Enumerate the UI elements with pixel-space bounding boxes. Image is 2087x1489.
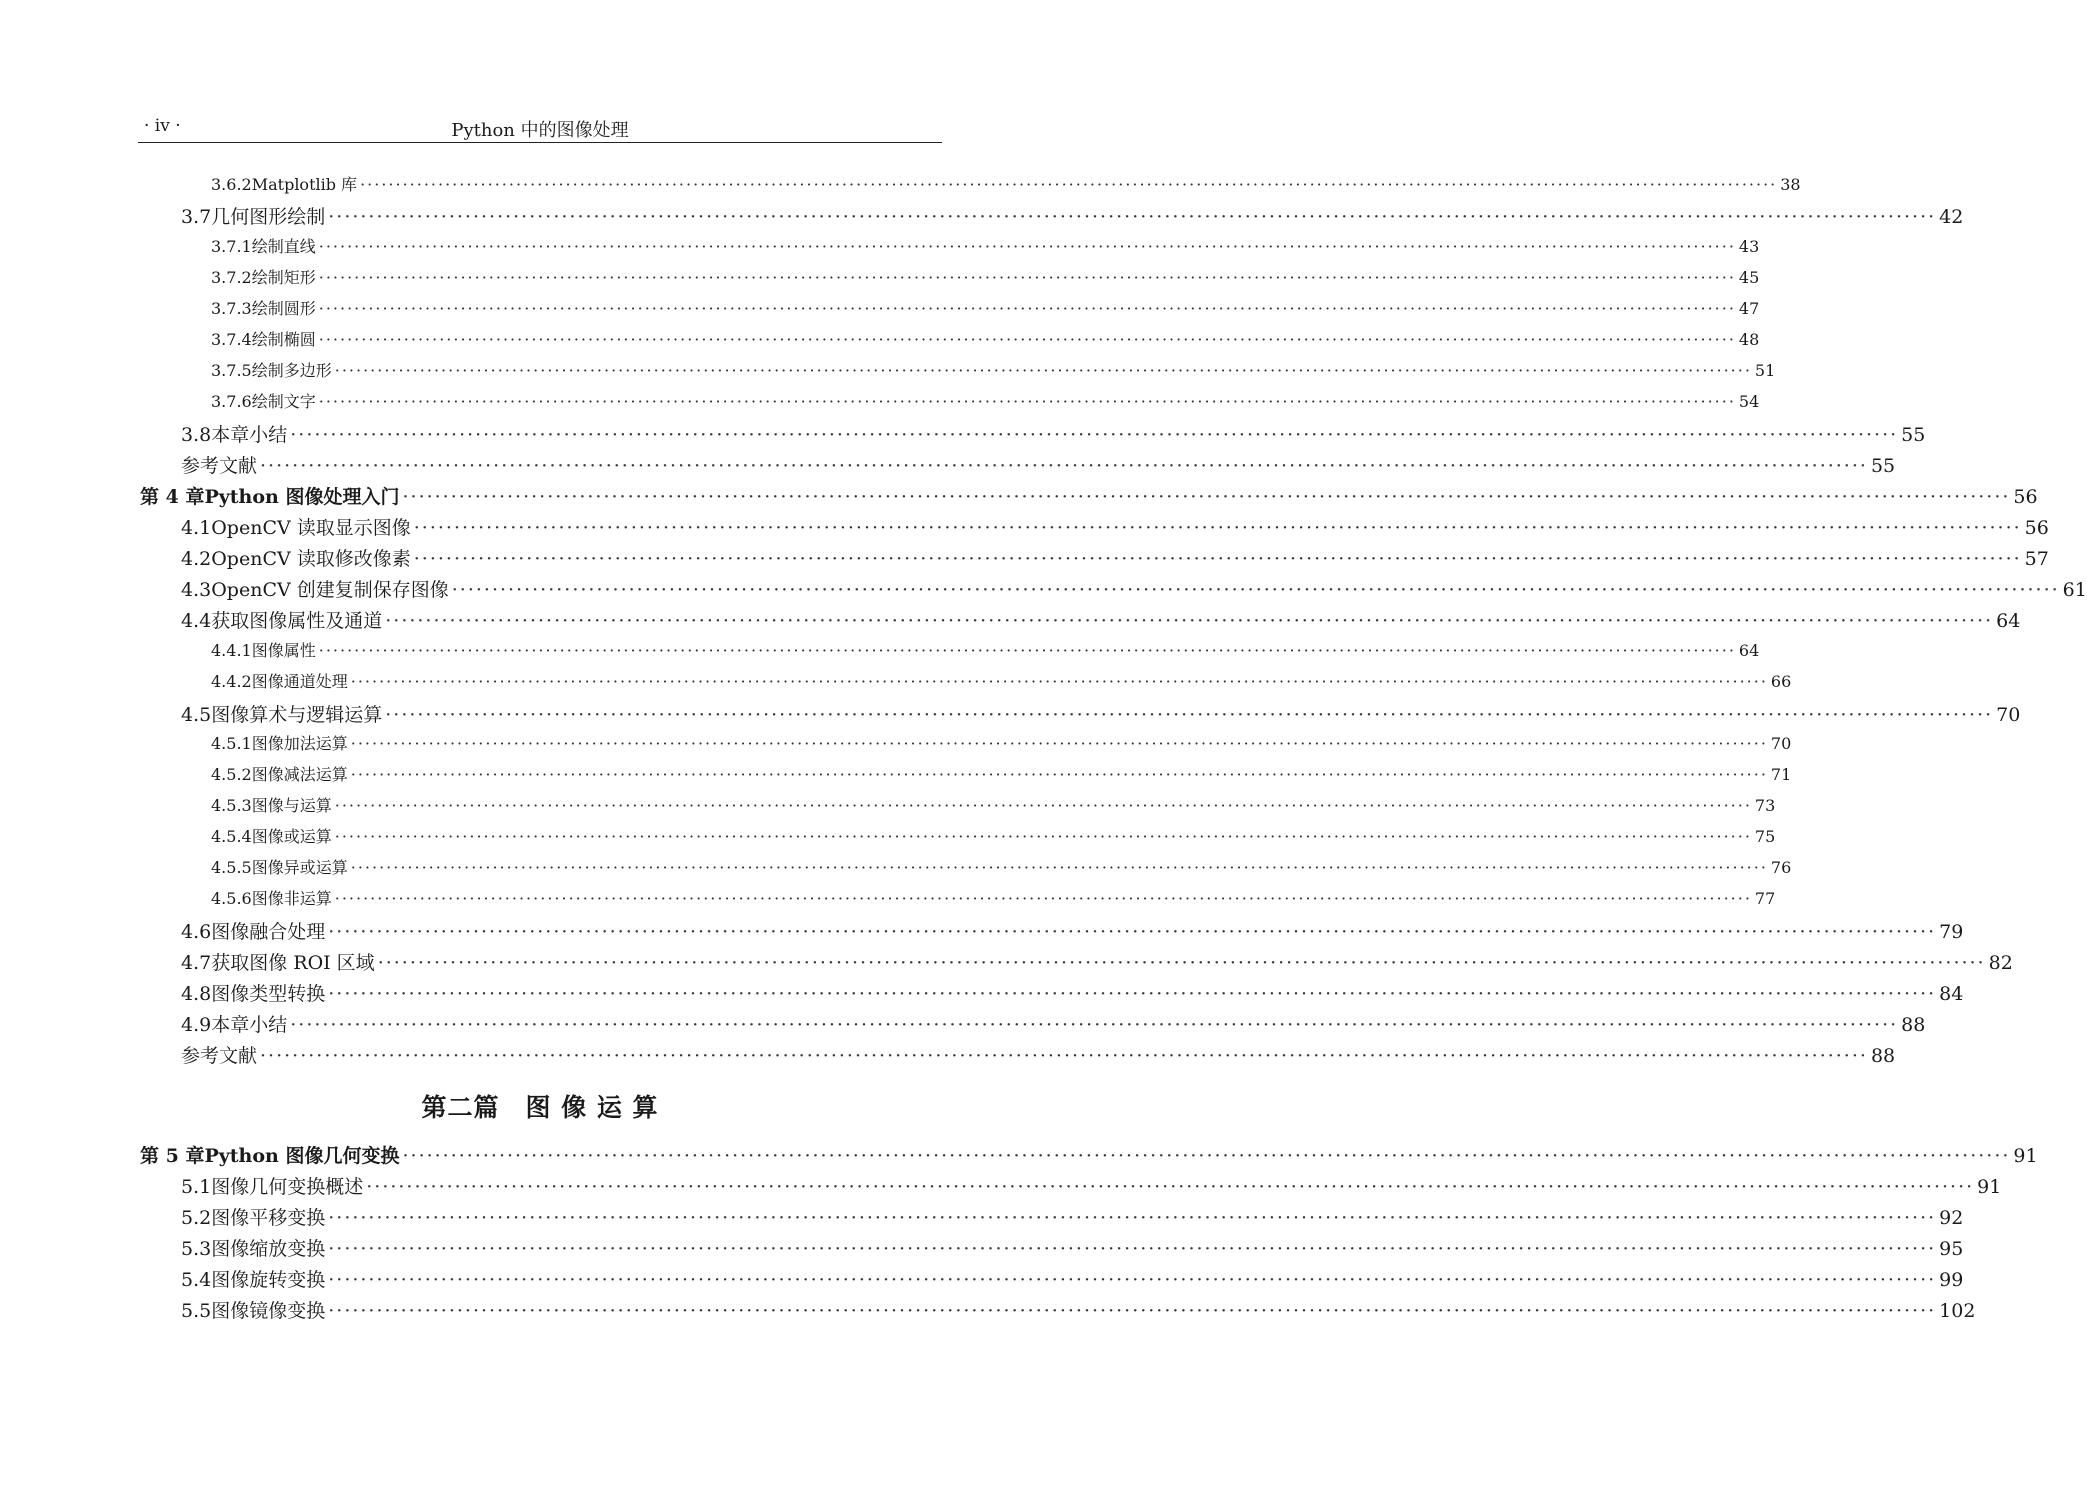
toc-entry-number: 4.5.6 (211, 889, 252, 908)
toc-entry-title: 图像融合处理 (211, 921, 326, 943)
toc-entry-number: 3.7.4 (211, 330, 252, 349)
dot-leader: ········································································································································································································ (318, 268, 1736, 287)
toc-entry-page-number: 95 (1939, 1238, 1964, 1260)
toc-entry-page-number: 48 (1738, 330, 1760, 349)
toc-entry-title: 图像非运算 (251, 889, 332, 908)
toc-entry-title: 几何图形绘制 (211, 206, 326, 228)
part-heading: 第二篇 图 像 运 算 (421, 1093, 659, 1122)
dot-leader: ········································································································································································································ (328, 1300, 1937, 1322)
toc-entry-title: OpenCV 读取修改像素 (211, 548, 411, 570)
dot-leader: ········································································································································································································ (318, 641, 1736, 660)
toc-entry-number: 4.7 (181, 952, 212, 974)
toc-entry-page-number: 71 (1770, 765, 1792, 784)
dot-leader: ········································································································································································································ (328, 1269, 1937, 1291)
dot-leader: ········································································································································································································ (402, 486, 2011, 508)
dot-leader: ········································································································································································································ (318, 330, 1736, 349)
dot-leader: ········································································································································································································ (350, 858, 1768, 877)
toc-entry-page-number: 66 (1770, 672, 1792, 691)
dot-leader: ········································································································································································································ (334, 889, 1752, 908)
toc-entry-page-number: 45 (1738, 268, 1760, 287)
toc-section-entry[interactable] (0, 1172, 2002, 1202)
toc-entry-title: OpenCV 读取显示图像 (211, 517, 411, 539)
toc-section-entry[interactable] (0, 1265, 1964, 1295)
toc-subsection-entry[interactable] (0, 824, 1776, 854)
toc-entry-title: 参考文献 (181, 1045, 258, 1067)
toc-entry-page-number: 70 (1996, 704, 2021, 726)
toc-subsection-entry[interactable] (0, 669, 1792, 699)
toc-entry-page-number: 79 (1939, 921, 1964, 943)
toc-entry-title: 绘制多边形 (251, 361, 332, 380)
dot-leader: ········································································································································································································ (385, 610, 1994, 632)
toc-section-entry[interactable] (0, 420, 1926, 450)
toc-entry-page-number: 42 (1939, 206, 1964, 228)
toc-section-entry[interactable] (0, 544, 2049, 574)
dot-leader: ········································································································································································································ (350, 765, 1768, 784)
toc-entry-page-number: 47 (1738, 299, 1760, 318)
dot-leader: ········································································································································································································ (385, 704, 1994, 726)
toc-entry-number: 第 4 章 (140, 486, 205, 508)
toc-entry-page-number: 64 (1996, 610, 2021, 632)
dot-leader: ········································································································································································································ (260, 455, 1868, 477)
toc-entry-title: 绘制圆形 (251, 299, 316, 318)
toc-entry-page-number: 55 (1870, 455, 1896, 477)
toc-entry-number: 4.5.2 (211, 765, 252, 784)
dot-leader: ········································································································································································································ (350, 734, 1768, 753)
toc-entry-title: 图像通道处理 (251, 672, 348, 691)
toc-entry-title: 获取图像属性及通道 (211, 610, 383, 632)
dot-leader: ········································································································································································································ (334, 827, 1752, 846)
toc-entry-page-number: 43 (1738, 237, 1760, 256)
dot-leader: ········································································································································································································ (350, 672, 1768, 691)
dot-leader: ········································································································································································································ (413, 517, 2022, 539)
dot-leader: ········································································································································································································ (451, 579, 2060, 601)
dot-leader: ········································································································································································································ (260, 1045, 1868, 1067)
toc-entry-page-number: 99 (1939, 1269, 1964, 1291)
dot-leader: ········································································································································································································ (328, 206, 1937, 228)
toc-entry-page-number: 61 (2062, 579, 2087, 601)
toc-subsection-entry[interactable] (0, 638, 1760, 668)
toc-entry-number: 3.7.6 (211, 392, 252, 411)
toc-section-entry[interactable] (0, 1296, 1976, 1326)
toc-section-entry[interactable] (0, 1203, 1964, 1233)
toc-entry-number: 3.7.1 (211, 237, 252, 256)
toc-entry-number: 5.1 (181, 1176, 212, 1198)
dot-leader: ········································································································································································································ (334, 796, 1752, 815)
toc-references-entry[interactable] (0, 451, 1896, 481)
toc-entry-page-number: 55 (1901, 424, 1926, 446)
toc-entry-number: 4.5.4 (211, 827, 252, 846)
toc-entry-number: 3.7.5 (211, 361, 252, 380)
toc-entry-page-number: 91 (2013, 1145, 2038, 1167)
toc-entry-number: 4.5.5 (211, 858, 252, 877)
toc-entry-page-number: 38 (1780, 175, 1801, 194)
dot-leader: ········································································································································································································ (328, 1238, 1937, 1260)
page-number: · iv · (144, 116, 181, 136)
toc-entry-title: 图像几何变换概述 (211, 1176, 364, 1198)
toc-entry-title: Python 图像处理入门 (204, 486, 400, 508)
toc-entry-title: 本章小结 (211, 424, 288, 446)
dot-leader: ········································································································································································································ (318, 392, 1736, 411)
toc-entry-title: 图像与运算 (251, 796, 332, 815)
dot-leader: ········································································································································································································ (413, 548, 2022, 570)
toc-entry-page-number: 88 (1901, 1014, 1926, 1036)
toc-entry-number: 4.6 (181, 921, 212, 943)
toc-entry-title: 绘制椭圆 (251, 330, 316, 349)
toc-entry-page-number: 84 (1939, 983, 1964, 1005)
toc-entry-number: 4.9 (181, 1014, 212, 1036)
toc-entry-title: 图像或运算 (251, 827, 332, 846)
toc-entry-page-number: 54 (1738, 392, 1760, 411)
toc-references-entry[interactable] (0, 1041, 1896, 1071)
toc-entry-page-number: 92 (1939, 1207, 1964, 1229)
toc-entry-title: 图像类型转换 (211, 983, 326, 1005)
dot-leader: ········································································································································································································ (318, 299, 1736, 318)
toc-section-entry[interactable] (0, 606, 2021, 636)
toc-section-entry[interactable] (0, 948, 2013, 978)
toc-subsection-entry[interactable] (0, 234, 1760, 264)
toc-entry-page-number: 75 (1754, 827, 1776, 846)
toc-section-entry[interactable] (0, 513, 2049, 543)
toc-entry-number: 4.4.1 (211, 641, 252, 660)
toc-entry-number: 5.4 (181, 1269, 212, 1291)
toc-entry-title: 图像算术与逻辑运算 (211, 704, 383, 726)
toc-entry-page-number: 77 (1754, 889, 1776, 908)
toc-entry-title: 绘制直线 (251, 237, 316, 256)
toc-entry-page-number: 56 (2013, 486, 2038, 508)
toc-entry-number: 3.7 (181, 206, 212, 228)
toc-entry-number: 3.7.3 (211, 299, 252, 318)
toc-entry-page-number: 56 (2024, 517, 2049, 539)
toc-subsection-entry[interactable] (0, 731, 1792, 761)
toc-entry-number: 4.5.3 (211, 796, 252, 815)
toc-entry-title: 图像异或运算 (251, 858, 348, 877)
toc-entry-page-number: 76 (1770, 858, 1792, 877)
toc-entry-number: 5.3 (181, 1238, 212, 1260)
toc-entry-number: 3.7.2 (211, 268, 252, 287)
toc-section-entry[interactable] (0, 979, 1964, 1009)
toc-entry-page-number: 102 (1939, 1300, 1976, 1322)
toc-entry-number: 4.4 (181, 610, 212, 632)
toc-section-entry[interactable] (0, 575, 2087, 605)
dot-leader: ········································································································································································································ (360, 175, 1778, 194)
toc-section-entry[interactable] (0, 1234, 1964, 1264)
toc-subsection-entry[interactable] (0, 855, 1792, 885)
toc-entry-title: Matplotlib 库 (251, 175, 358, 194)
toc-entry-number: 4.8 (181, 983, 212, 1005)
toc-entry-number: 第 5 章 (140, 1145, 205, 1167)
dot-leader: ········································································································································································································ (377, 952, 1986, 974)
toc-entry-title: 获取图像 ROI 区域 (211, 952, 375, 974)
dot-leader: ········································································································································································································ (328, 983, 1937, 1005)
toc-entry-title: 绘制文字 (251, 392, 316, 411)
toc-chapter-entry[interactable] (0, 1141, 2038, 1171)
toc-entry-title: OpenCV 创建复制保存图像 (211, 579, 449, 601)
toc-entry-page-number: 88 (1870, 1045, 1896, 1067)
toc-entry-number: 3.6.2 (211, 175, 252, 194)
toc-subsection-entry[interactable] (0, 793, 1776, 823)
toc-entry-number: 4.2 (181, 548, 212, 570)
toc-subsection-entry[interactable] (0, 389, 1760, 419)
toc-entry-page-number: 70 (1770, 734, 1792, 753)
toc-entry-number: 5.5 (181, 1300, 212, 1322)
toc-entry-title: 图像镜像变换 (211, 1300, 326, 1322)
toc-entry-number: 4.5 (181, 704, 212, 726)
toc-subsection-entry[interactable] (0, 886, 1776, 916)
toc-entry-page-number: 82 (1988, 952, 2013, 974)
toc-entry-title: 绘制矩形 (251, 268, 316, 287)
toc-entry-title: 图像缩放变换 (211, 1238, 326, 1260)
running-title: Python 中的图像处理 (451, 120, 629, 141)
dot-leader: ········································································································································································································ (290, 424, 1899, 446)
toc-subsection-entry[interactable] (0, 296, 1760, 326)
toc-entry-number: 4.4.2 (211, 672, 252, 691)
toc-entry-page-number: 64 (1738, 641, 1760, 660)
toc-section-entry[interactable] (0, 917, 1964, 947)
toc-subsection-entry[interactable] (0, 327, 1760, 357)
toc-entry-number: 4.3 (181, 579, 212, 601)
dot-leader: ········································································································································································································ (366, 1176, 1975, 1198)
toc-entry-number: 3.8 (181, 424, 212, 446)
toc-entry-page-number: 73 (1754, 796, 1776, 815)
toc-section-entry[interactable] (0, 1010, 1926, 1040)
dot-leader: ········································································································································································································ (318, 237, 1736, 256)
toc-entry-title: 图像加法运算 (251, 734, 348, 753)
toc-subsection-entry[interactable] (0, 358, 1776, 388)
dot-leader: ········································································································································································································ (334, 361, 1752, 380)
toc-chapter-entry[interactable] (0, 482, 2038, 512)
toc-entry-title: 本章小结 (211, 1014, 288, 1036)
toc-subsection-entry[interactable] (0, 172, 1801, 202)
toc-subsection-entry[interactable] (0, 265, 1760, 295)
toc-section-entry[interactable] (0, 202, 1964, 232)
toc-entry-title: 图像平移变换 (211, 1207, 326, 1229)
dot-leader: ········································································································································································································ (328, 921, 1937, 943)
dot-leader: ········································································································································································································ (290, 1014, 1899, 1036)
toc-entry-page-number: 91 (1977, 1176, 2002, 1198)
toc-entry-number: 4.5.1 (211, 734, 252, 753)
toc-entry-title: 图像属性 (251, 641, 316, 660)
toc-entry-title: 图像旋转变换 (211, 1269, 326, 1291)
toc-entry-page-number: 51 (1754, 361, 1776, 380)
toc-entry-title: 参考文献 (181, 455, 258, 477)
toc-entry-number: 4.1 (181, 517, 212, 539)
toc-entry-title: 图像减法运算 (251, 765, 348, 784)
toc-entry-number: 5.2 (181, 1207, 212, 1229)
toc-entry-page-number: 57 (2024, 548, 2049, 570)
dot-leader: ········································································································································································································ (328, 1207, 1937, 1229)
dot-leader: ········································································································································································································ (402, 1145, 2011, 1167)
toc-section-entry[interactable] (0, 700, 2021, 730)
toc-entry-title: Python 图像几何变换 (204, 1145, 400, 1167)
toc-subsection-entry[interactable] (0, 762, 1792, 792)
